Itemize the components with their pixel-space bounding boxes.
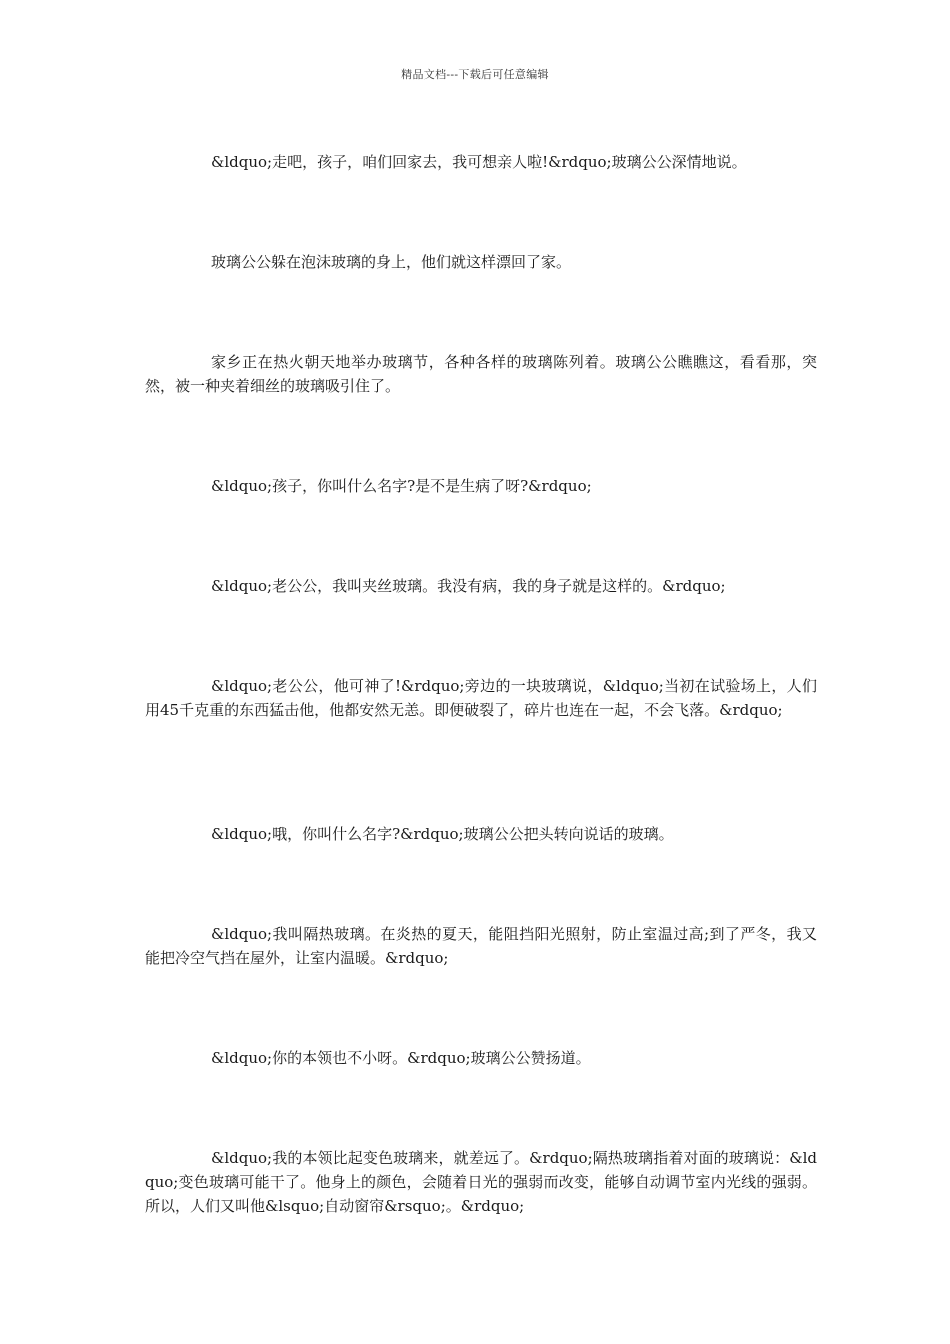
paragraph: &ldquo;走吧，孩子，咱们回家去，我可想亲人啦!&rdquo;玻璃公公深情地说。	[211, 153, 747, 171]
paragraph: &ldquo;你的本领也不小呀。&rdquo;玻璃公公赞扬道。	[211, 1049, 591, 1067]
paragraph: &ldquo;老公公，我叫夹丝玻璃。我没有病，我的身子就是这样的。&rdquo;	[211, 577, 726, 595]
paragraph: 玻璃公公躲在泡沫玻璃的身上，他们就这样漂回了家。	[211, 253, 572, 271]
paragraph: 家乡正在热火朝天地举办玻璃节，各种各样的玻璃陈列着。玻璃公公瞧瞧这，看看那，突然，被一种夹着细丝的玻璃吸引住了。	[145, 353, 817, 395]
paragraph: &ldquo;我的本领比起变色玻璃来，就差远了。&rdquo;隔热玻璃指着对面的玻璃说：&ldquo;变色玻璃可能干了。他身上的颜色，会随着日光的强弱而改变，能够自动调节室内光线的强弱。所以，人们又叫他&lsquo;自动窗帘&rsquo;。&rdquo;	[145, 1149, 817, 1215]
paragraph: &ldquo;我叫隔热玻璃。在炎热的夏天，能阻挡阳光照射，防止室温过高;到了严冬，我又能把冷空气挡在屋外，让室内温暖。&rdquo;	[145, 925, 817, 967]
paragraph: &ldquo;孩子，你叫什么名字?是不是生病了呀?&rdquo;	[211, 477, 592, 495]
paragraph: &ldquo;老公公，他可神了!&rdquo;旁边的一块玻璃说，&ldquo;当初在试验场上，人们用45千克重的东西猛击他，他都安然无恙。即便破裂了，碎片也连在一起，不会飞落。&rdquo;	[145, 677, 817, 719]
paragraph: &ldquo;哦，你叫什么名字?&rdquo;玻璃公公把头转向说话的玻璃。	[211, 825, 674, 843]
page-header: 精品文档---下载后可任意编辑	[401, 68, 549, 81]
